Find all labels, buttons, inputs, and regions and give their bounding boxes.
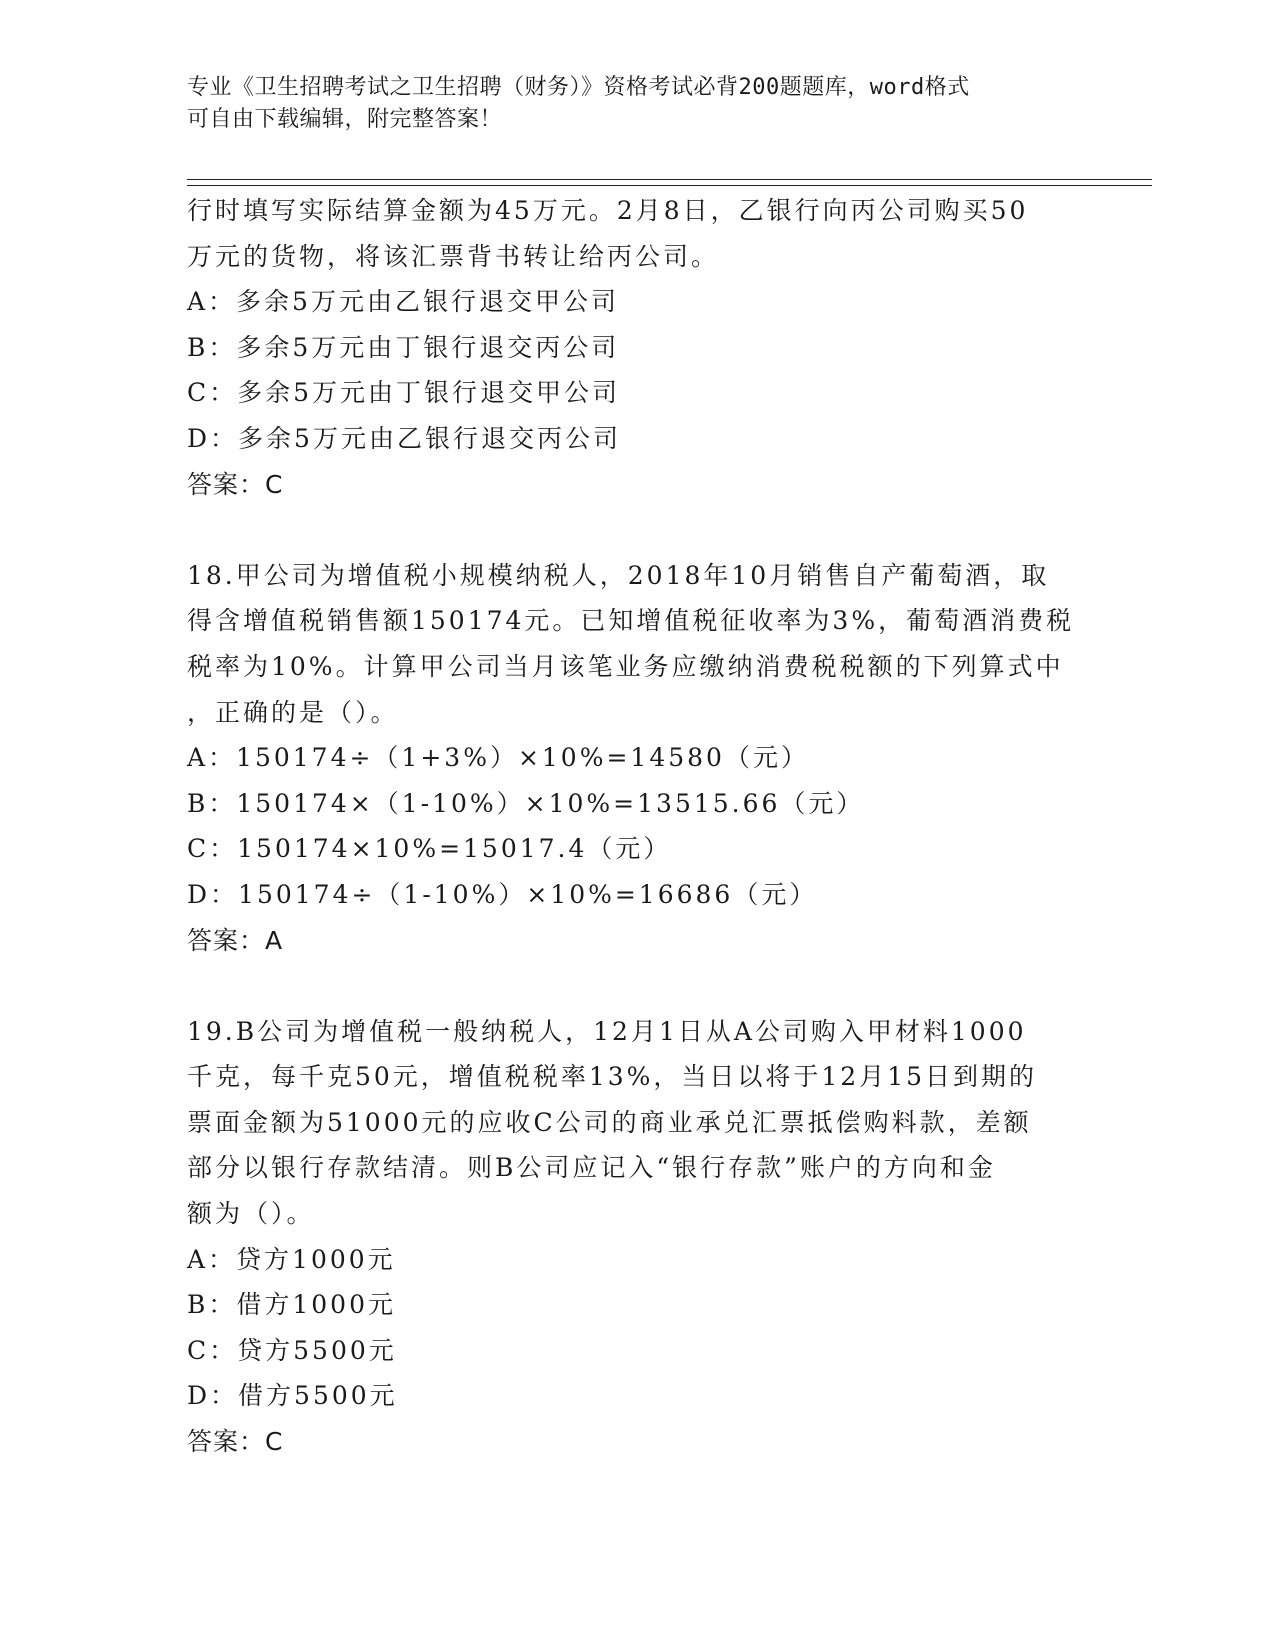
document-body: [187, 188, 1087, 1465]
document-header: [187, 72, 1087, 136]
question-text-line: 部分以银行存款结清。则B公司应记入“银行存款”账户的方向和金: [187, 1153, 996, 1183]
question-spacer: [187, 963, 1087, 1009]
option-b: B：150174×（1-10%）×10%=13515.66（元）: [187, 788, 865, 818]
question-text-line: 额为（）。: [187, 1199, 315, 1229]
question-text-line: 税率为10%。计算甲公司当月该笔业务应缴纳消费税税额的下列算式中: [187, 651, 1064, 681]
header-rule-bottom: [187, 185, 1152, 186]
option-a: A：150174÷（1+3%）×10%=14580（元）: [187, 743, 809, 773]
question-18: [187, 553, 1087, 963]
question-spacer: [187, 507, 1087, 553]
answer-line: 答案：C: [187, 469, 284, 499]
question-text-line: 19.B公司为增值税一般纳税人，12月1日从A公司购入甲材料1000: [187, 1016, 1027, 1046]
option-c: C：150174×10%=15017.4（元）: [187, 834, 672, 864]
question-text-line: 得含增值税销售额150174元。已知增值税征收率为3%，葡萄酒消费税: [187, 606, 1075, 636]
question-text-line: ，正确的是（）。: [187, 697, 399, 727]
option-a: A：多余5万元由乙银行退交甲公司: [187, 287, 619, 317]
answer-line: 答案：A: [187, 925, 284, 955]
option-c: C：多余5万元由丁银行退交甲公司: [187, 378, 621, 408]
question-19: [187, 1009, 1087, 1465]
question-text-line: 18.甲公司为增值税小规模纳税人，2018年10月销售自产葡萄酒，取: [187, 560, 1050, 590]
header-title-line-1: 专业《卫生招聘考试之卫生招聘（财务）》资格考试必背200题题库，word格式: [187, 75, 970, 100]
option-a: A：贷方1000元: [187, 1244, 396, 1274]
question-text-line: 千克，每千克50元，增值税税率13%，当日以将于12月15日到期的: [187, 1062, 1038, 1092]
option-b: B：借方1000元: [187, 1290, 396, 1320]
question-text-line: 万元的货物，将该汇票背书转让给丙公司。: [187, 241, 720, 271]
option-d: D：借方5500元: [187, 1381, 398, 1411]
option-d: D：150174÷（1-10%）×10%=16686（元）: [187, 879, 818, 909]
answer-line: 答案：C: [187, 1427, 284, 1457]
question-text-line: 票面金额为51000元的应收C公司的商业承兑汇票抵偿购料款，差额: [187, 1107, 1032, 1137]
header-rule-top: [187, 179, 1152, 180]
question-text-line: 行时填写实际结算金额为45万元。2月8日，乙银行向丙公司购买50: [187, 196, 1029, 225]
header-title-line-2: 可自由下载编辑，附完整答案！: [187, 107, 503, 132]
option-b: B：多余5万元由丁银行退交丙公司: [187, 332, 620, 362]
option-d: D：多余5万元由乙银行退交丙公司: [187, 423, 621, 453]
option-c: C：贷方5500元: [187, 1335, 397, 1365]
question-17: [187, 188, 1087, 507]
